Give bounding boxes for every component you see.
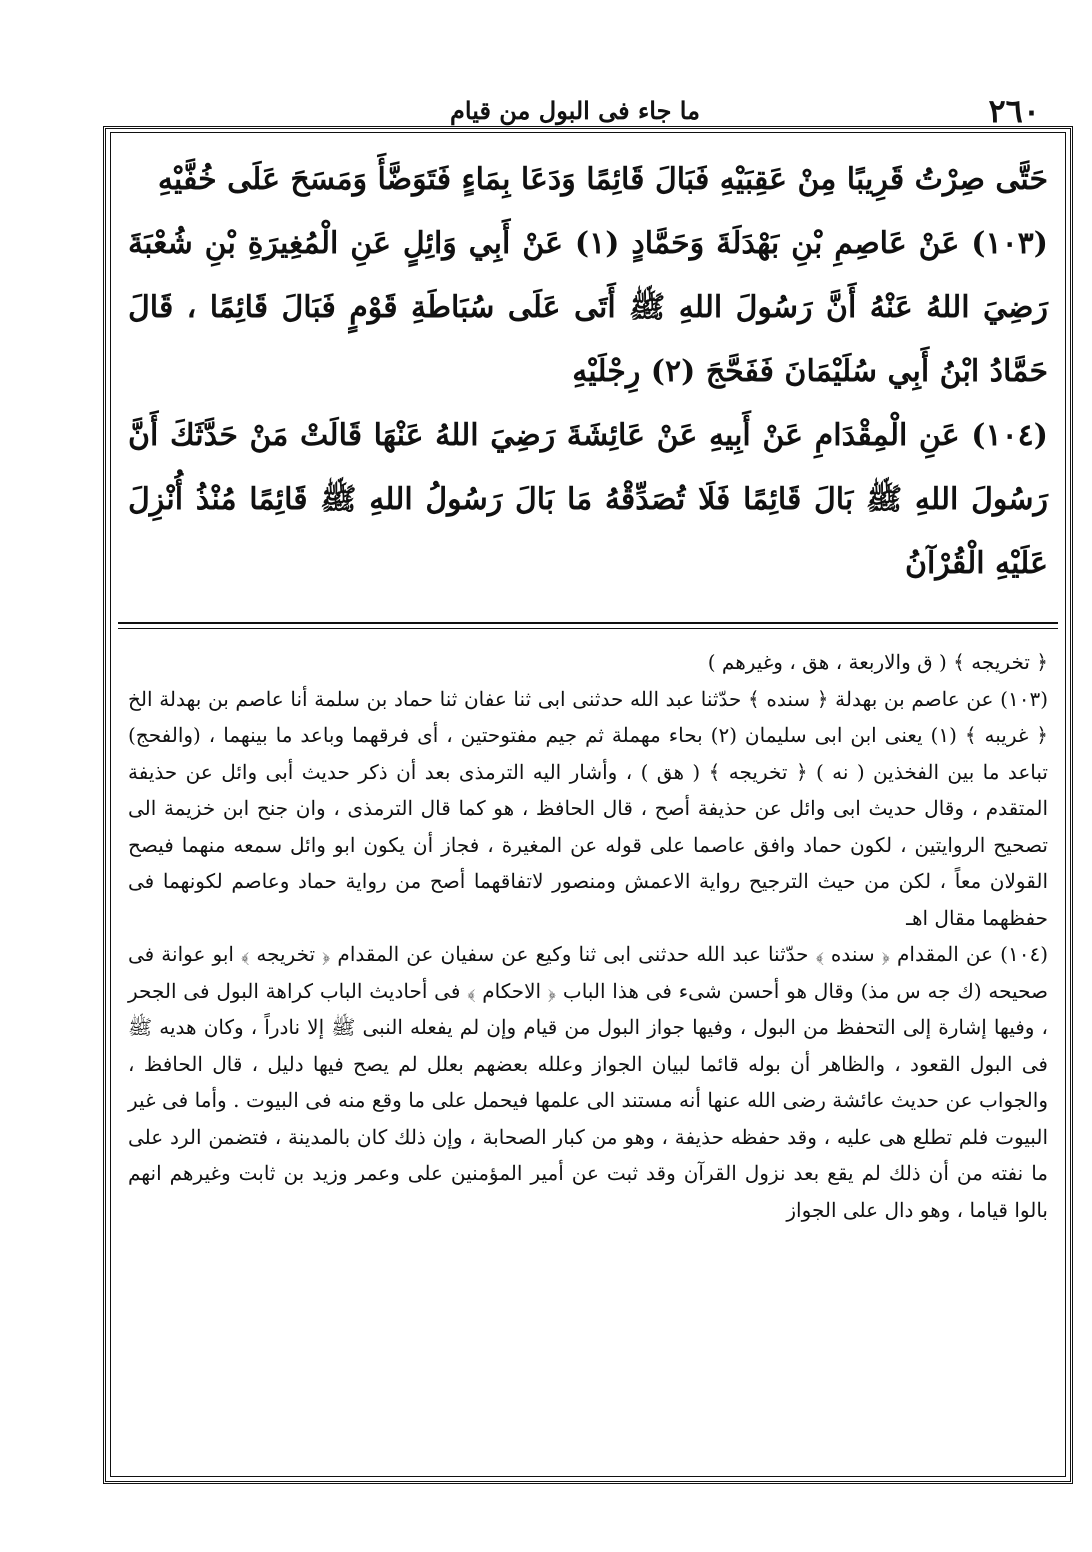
page-number: ٢٦٠ xyxy=(988,92,1040,130)
section-divider xyxy=(118,622,1058,624)
hadith-text-103: (١٠٣) عَنْ عَاصِمِ بْنِ بَهْدَلَةَ وَحَمَّادٍ (١) عَنْ أَبِي وَائِلٍ عَنِ الْمُغِيرَةِ بْنِ شُعْبَةَ رَضِيَ اللهُ عَنْهُ أَنَّ رَسُولَ اللهِ ﷺ أَتَى عَلَى سُبَاطَةِ قَوْمٍ فَبَالَ قَائِمًا ، قَالَ حَمَّادُ ابْنُ أَبِي سُلَيْمَانَ فَفَحَّجَ (٢) رِجْلَيْهِ xyxy=(128,226,1048,389)
commentary-takhrij: ﴿ تخريجه ﴾ ( ق والاربعة ، هق ، وغيرهم ) xyxy=(707,650,1048,674)
section-divider-thin xyxy=(118,628,1058,629)
chapter-title: ما جاء فى البول من قيام xyxy=(450,96,700,125)
commentary-103: (١٠٣) عن عاصم بن بهدلة ﴿ سنده ﴾ حدّثنا عبد الله حدثنى ابى ثنا عفان ثنا حماد بن سلمة أنا عاصم بن بهدلة الخ ﴿ غريبه ﴾ (١) يعنى ابن ابى سليمان (٢) بحاء مهملة ثم جيم مفتوحتين ، أى فرقهما وباعد ما بينهما ، (والفحج) تباعد ما بين الفخذين ( نه ) ﴿ تخريجه ﴾ ( هق ) ، وأشار اليه الترمذى بعد أن ذكر حديث أبى وائل عن حذيفة المتقدم ، وقال حديث ابى وائل عن حذيفة أصح ، قال الحافظ ، هو كما قال الترمذى ، وان جنح ابن خزيمة الى تصحيح الروايتين ، لكون حماد وافق عاصما على قوله عن المغيرة ، فجاز أن يكون ابو وائل سمعه منهما فيصح القولان معاً ، لكن من حيث الترجيح رواية الاعمش ومنصور لاتفاقهما أصح من رواية حماد وعاصم لكونهما فى حفظهما مقال اهـ xyxy=(128,686,1048,930)
hadith-text-104: (١٠٤) عَنِ الْمِقْدَامِ عَنْ أَبِيهِ عَنْ عَائِشَةَ رَضِيَ اللهُ عَنْهَا قَالَتْ مَنْ حَدَّثَكَ أَنَّ رَسُولَ اللهِ ﷺ بَالَ قَائِمًا فَلَا تُصَدِّقْهُ مَا بَالَ رَسُولُ اللهِ ﷺ قَائِمًا مُنْذُ أُنْزِلَ عَلَيْهِ الْقُرْآنُ xyxy=(128,418,1048,581)
commentary-104: (١٠٤) عن المقدام ﴿ سنده ﴾ حدّثنا عبد الله حدثنى ابى ثنا وكيع عن سفيان عن المقدام ﴿ تخريجه ﴾ ابو عوانة فى صحيحه (ك جه س مذ) وقال هو أحسن شىء فى هذا الباب ﴿ الاحكام ﴾ فى أحاديث الباب كراهة البول فى الجحر ، وفيها إشارة إلى التحفظ من البول ، وفيها جواز البول من قيام وإن لم يفعله النبى ﷺ إلا نادراً ، وكان هديه ﷺ فى البول القعود ، والظاهر أن بوله قائما لبيان الجواز وعلله بعضهم بعلل لم يصح فيها دليل ، قال الحافظ ، والجواب عن حديث عائشة رضى الله عنها أنه مستند الى علمها فيحمل على ما وقع منه فى البيوت . وأما فى غير البيوت فلم تطلع هى عليه ، وقد حفظه حذيفة ، وهو من كبار الصحابة ، وإن ذلك كان بالمدينة ، فتضمن الرد على ما نفته من أن ذلك لم يقع بعد نزول القرآن وقد ثبت عن أمير المؤمنين على وعمر وزيد بن ثابت وغيرهم انهم بالوا قياما ، وهو دال على الجواز xyxy=(128,942,1048,1222)
hadith-text-line: حَتَّى صِرْتُ قَرِيبًا مِنْ عَقِبَيْهِ فَبَالَ قَائِمًا وَدَعَا بِمَاءٍ فَتَوَضَّأَ وَمَسَحَ عَلَى خُفَّيْهِ xyxy=(157,162,1048,197)
hadith-text-section xyxy=(128,148,1048,596)
commentary-section xyxy=(128,644,1048,1228)
